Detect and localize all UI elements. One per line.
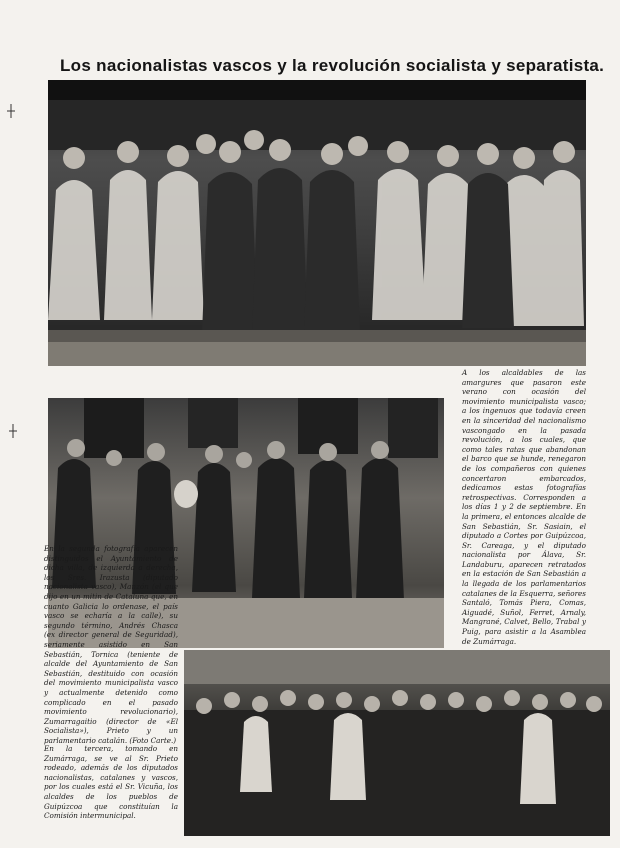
- photo-zumarraga-crowd: [184, 650, 610, 836]
- registration-mark: [8, 424, 18, 438]
- caption-second-photo: En la segunda fotografía aparecen distinguidos el Ayuntamiento de dicha villa, de izquierda a derecha, los Sres. Irazusta (diputado nacionalista vasco), Manzón (el que dijo en un mitin de Cataluña que, en cuanto Galicia lo ordenase, el país vasco se echaría a la calle), su segundo término, Andrés Chasca (ex director general de Seguridad), seriamente asistido en San Sebastián, Tornica (teniente de alcalde del Ayuntamiento de San Sebastián, destituido con ocasión del movimiento municipalista vasco y actualmente detenido como complicado en el pasado movimiento revolucionario), Zumarragaitio (director de «El Socialista»), Prieto y un parlamentario catalán. (Foto Carte.): [44, 544, 178, 745]
- caption-first-photo: A los alcaldables de las amargures que pasaron este verano con ocasión del movimiento municipalista vasco; a los ingenuos que todavía creen en la sinceridad del nacionalismo vascongado en la pasada revolución, a los cuales, que como tales ratas que abandonan el barco que se hunde, renegaron de los compañeros con quienes concertaron embarcados, dedicamos estas fotografías retrospectivas. Corresponden a los días 1 y 2 de septiembre. En la primera, el entonces alcalde de San Sebastián, Sr. Sasiain, el diputado a Cortes por Guipúzcoa, Sr. Careaga, y el diputado nacionalista por Álava, Sr. Landaburu, aparecen retratados en la estación de San Sebastián a la llegada de los parlamentarios catalanes de la Esquerra, señores Santaló, Tomás Piera, Comas, Aiguadé, Suñol, Ferret, Arnaly, Mangrané, Calvet, Bello, Trabal y Puig, para asistir a la Asamblea de Zumárraga.: [462, 368, 586, 646]
- headline: Los nacionalistas vascos y la revolución socialista y separatista.: [60, 56, 605, 75]
- photo-station-group: [48, 80, 586, 366]
- registration-mark: [6, 104, 16, 118]
- caption-third-photo: En la tercera, tomando en Zumárraga, se ve al Sr. Prieto rodeado, además de los diputados nacionalistas, catalanes y vascos, por los cuales está el Sr. Vicuña, los alcaldes de los pueblos de Guipúzcoa que constituían la Comisión intermunicipal.: [44, 744, 178, 821]
